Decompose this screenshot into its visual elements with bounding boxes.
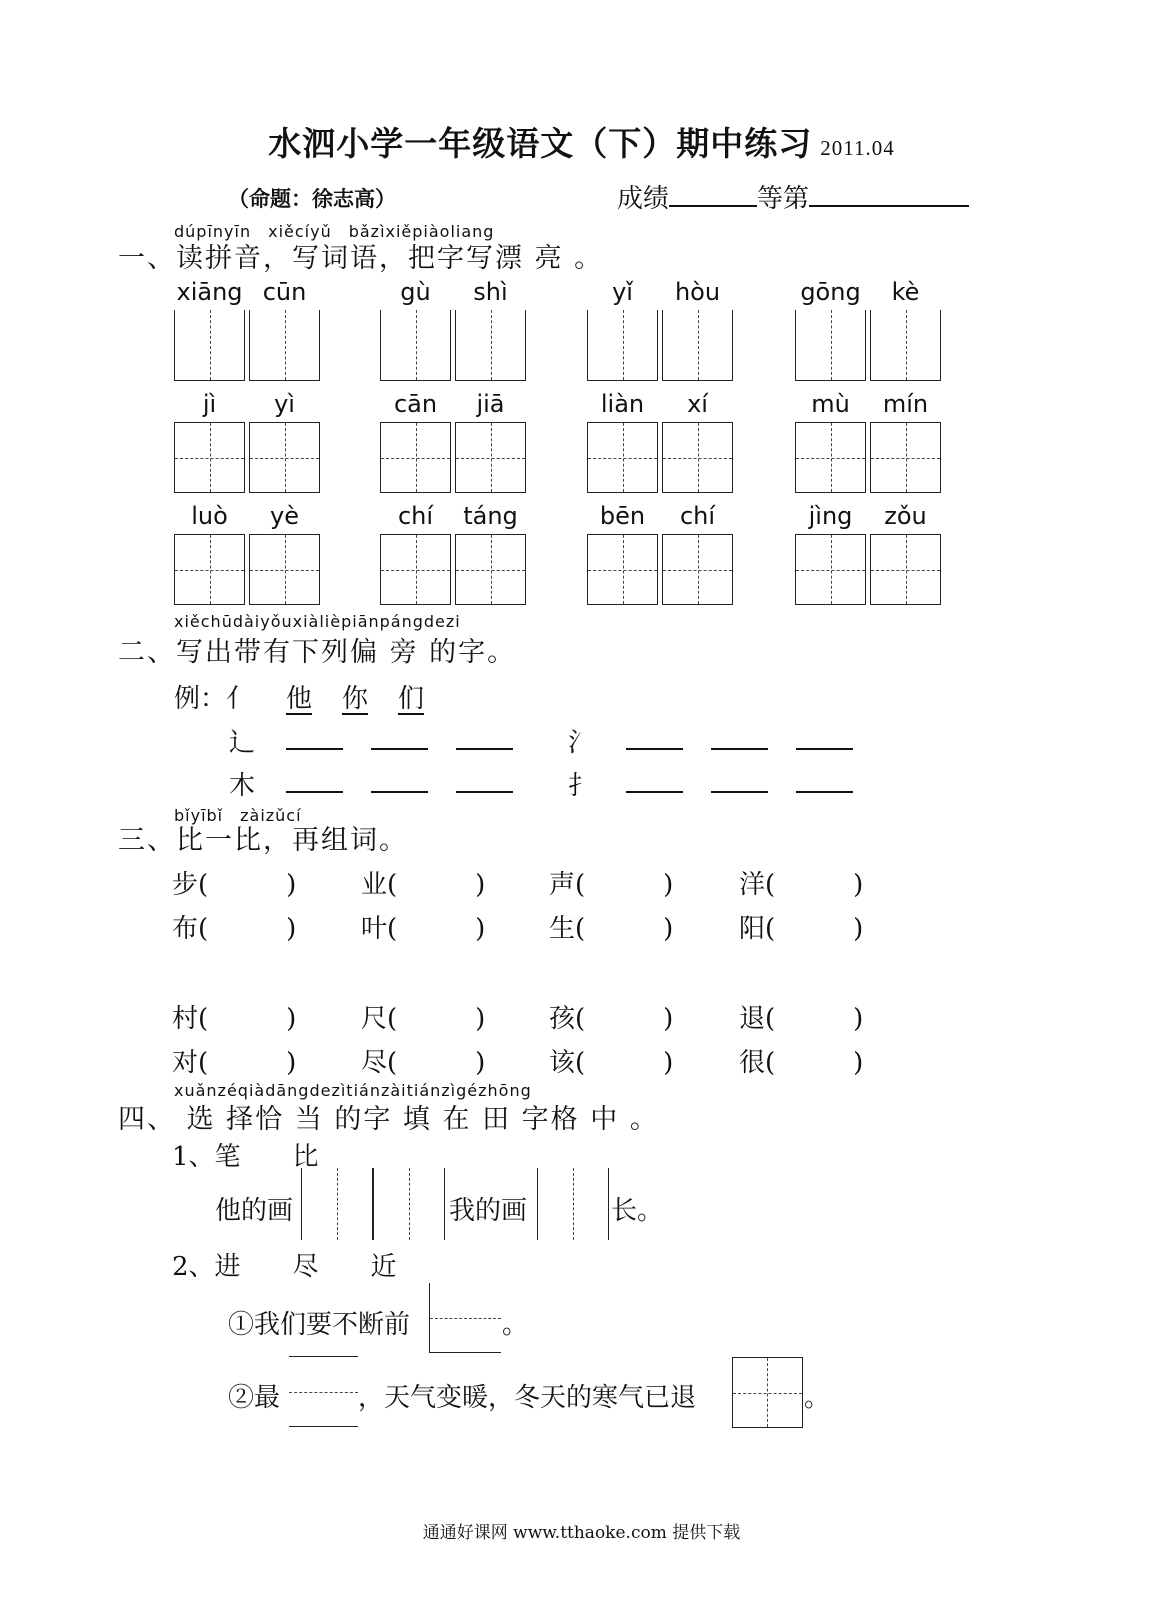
pinyin-label: mù [811, 390, 850, 418]
pinyin-label: cān [393, 390, 438, 418]
pinyin-label: yè [270, 502, 299, 530]
q2-sentence-2a: ②最 [228, 1383, 281, 1413]
pinyin-label: táng [463, 502, 518, 530]
write-char-box[interactable] [455, 422, 526, 493]
word-blank[interactable] [626, 748, 683, 750]
write-char-box[interactable] [380, 422, 451, 493]
q2-char-box-3[interactable] [732, 1357, 803, 1428]
section2-heading: 二、写出带有下列偏 旁 的字。 [118, 637, 517, 668]
compare-item[interactable]: 步( ) [172, 870, 297, 900]
write-char-box[interactable] [870, 310, 941, 381]
write-char-box[interactable] [174, 534, 245, 605]
pinyin-label: jìng [808, 502, 853, 530]
pinyin-label: gù [400, 278, 431, 306]
pinyin-label: shì [473, 278, 508, 306]
pinyin-label: luò [191, 502, 228, 530]
write-char-box[interactable] [249, 422, 320, 493]
section3-pinyin: bǐyībǐ zàizǔcí [174, 806, 302, 825]
write-char-box[interactable] [380, 310, 451, 381]
author-line: （命题：徐志高） [228, 187, 396, 211]
write-char-box[interactable] [587, 534, 658, 605]
word-blank[interactable] [286, 791, 343, 793]
compare-item[interactable]: 孩( ) [549, 1004, 674, 1034]
section3-heading: 三、比一比，再组词。 [118, 825, 408, 856]
q2-sentence-2-end: 。 [804, 1383, 831, 1413]
pinyin-label: zǒu [884, 502, 927, 530]
pinyin-label: xí [687, 390, 708, 418]
pinyin-label: kè [891, 278, 920, 306]
write-char-box[interactable] [455, 534, 526, 605]
word-blank[interactable] [796, 748, 853, 750]
footer-credit: 通通好课网 www.tthaoke.com 提供下载 [422, 1523, 741, 1543]
compare-item[interactable]: 叶( ) [361, 914, 486, 944]
pinyin-label: chí [679, 502, 716, 530]
score-blank[interactable] [669, 179, 757, 207]
radical-label: 氵 [568, 728, 595, 758]
score-label: 成绩 [617, 184, 670, 214]
pinyin-label: liàn [600, 390, 645, 418]
word-blank[interactable] [711, 791, 768, 793]
word-blank[interactable] [456, 791, 513, 793]
write-char-box[interactable] [795, 422, 866, 493]
compare-item[interactable]: 布( ) [172, 914, 297, 944]
pinyin-label: xiāng [176, 278, 243, 306]
compare-item[interactable]: 该( ) [549, 1048, 674, 1078]
write-char-box[interactable] [870, 534, 941, 605]
title-text: 水泗小学一年级语文（下）期中练习 [268, 124, 813, 163]
word-blank[interactable] [456, 748, 513, 750]
section4-heading: 四、 选 择恰 当 的字 填 在 田 字格 中 。 [118, 1104, 659, 1135]
grade-blank[interactable] [809, 179, 969, 207]
word-blank[interactable] [371, 748, 428, 750]
compare-item[interactable]: 生( ) [549, 914, 674, 944]
write-char-box[interactable] [174, 422, 245, 493]
q2-choices: 2、进 尽 近 [172, 1252, 397, 1282]
q2-sentence-1-end: 。 [502, 1310, 529, 1340]
grade-label: 等第 [757, 184, 810, 214]
q2-char-box-1[interactable] [429, 1283, 501, 1353]
section1-pinyin: dúpīnyīn xiěcíyǔ bǎzìxiěpiàoliang [174, 222, 495, 241]
q2-sentence-1: ①我们要不断前 [228, 1310, 411, 1340]
title-date: 2011.04 [820, 136, 895, 160]
q1-text-c: 长。 [611, 1196, 664, 1226]
example-label: 例：亻 [174, 684, 253, 714]
write-char-box[interactable] [249, 534, 320, 605]
write-char-box[interactable] [662, 422, 733, 493]
section4-pinyin: xuǎnzéqiàdāngdezìtiánzàitiánzìgézhōng [174, 1081, 532, 1100]
word-blank[interactable] [711, 748, 768, 750]
q2-sentence-2b: ，天气变暖，冬天的寒气已退 [358, 1383, 697, 1413]
compare-item[interactable]: 退( ) [739, 1004, 864, 1034]
compare-item[interactable]: 对( ) [172, 1048, 297, 1078]
q1-text-b: 我的画 [449, 1196, 528, 1226]
q2-char-box-2[interactable] [289, 1357, 358, 1427]
pinyin-label: hòu [674, 278, 721, 306]
pinyin-label: bēn [599, 502, 646, 530]
page-title [0, 118, 1163, 165]
example-word: 们 [398, 684, 425, 714]
pinyin-label: chí [397, 502, 434, 530]
pinyin-label: yì [274, 390, 295, 418]
write-char-box[interactable] [662, 310, 733, 381]
compare-item[interactable]: 阳( ) [739, 914, 864, 944]
pinyin-label: cūn [262, 278, 307, 306]
compare-item[interactable]: 洋( ) [739, 870, 864, 900]
write-char-box[interactable] [249, 310, 320, 381]
compare-item[interactable]: 业( ) [361, 870, 486, 900]
score-area [617, 178, 969, 215]
q1-choices: 1、笔 比 [172, 1142, 319, 1172]
write-char-box[interactable] [795, 310, 866, 381]
word-blank[interactable] [286, 748, 343, 750]
radical-label: 扌 [568, 771, 595, 801]
compare-item[interactable]: 尺( ) [361, 1004, 486, 1034]
pinyin-label: gōng [800, 278, 861, 306]
write-char-box[interactable] [174, 310, 245, 381]
write-char-box[interactable] [587, 310, 658, 381]
q1-char-box[interactable] [373, 1168, 445, 1240]
write-char-box[interactable] [380, 534, 451, 605]
write-char-box[interactable] [587, 422, 658, 493]
pinyin-label: yǐ [612, 278, 633, 306]
compare-item[interactable]: 声( ) [549, 870, 674, 900]
write-char-box[interactable] [662, 534, 733, 605]
word-blank[interactable] [371, 791, 428, 793]
section2-pinyin: xiěchūdàiyǒuxiàlièpiānpángdezi [174, 612, 461, 631]
compare-item[interactable]: 很( ) [739, 1048, 864, 1078]
word-blank[interactable] [796, 791, 853, 793]
write-char-box[interactable] [795, 534, 866, 605]
radical-label: 辶 [229, 728, 256, 758]
q1-char-box[interactable] [301, 1168, 373, 1240]
pinyin-label: jiā [476, 390, 505, 418]
word-blank[interactable] [626, 791, 683, 793]
pinyin-label: mín [882, 390, 929, 418]
write-char-box[interactable] [455, 310, 526, 381]
radical-label: 木 [229, 771, 256, 801]
q1-char-box[interactable] [537, 1168, 609, 1240]
example-word: 你 [342, 684, 369, 714]
example-word: 他 [286, 684, 313, 714]
compare-item[interactable]: 尽( ) [361, 1048, 486, 1078]
compare-item[interactable]: 村( ) [172, 1004, 297, 1034]
section1-heading: 一、读拼音，写词语，把字写漂 亮 。 [118, 243, 604, 274]
q1-text-a: 他的画 [215, 1196, 294, 1226]
pinyin-label: jì [202, 390, 217, 418]
write-char-box[interactable] [870, 422, 941, 493]
